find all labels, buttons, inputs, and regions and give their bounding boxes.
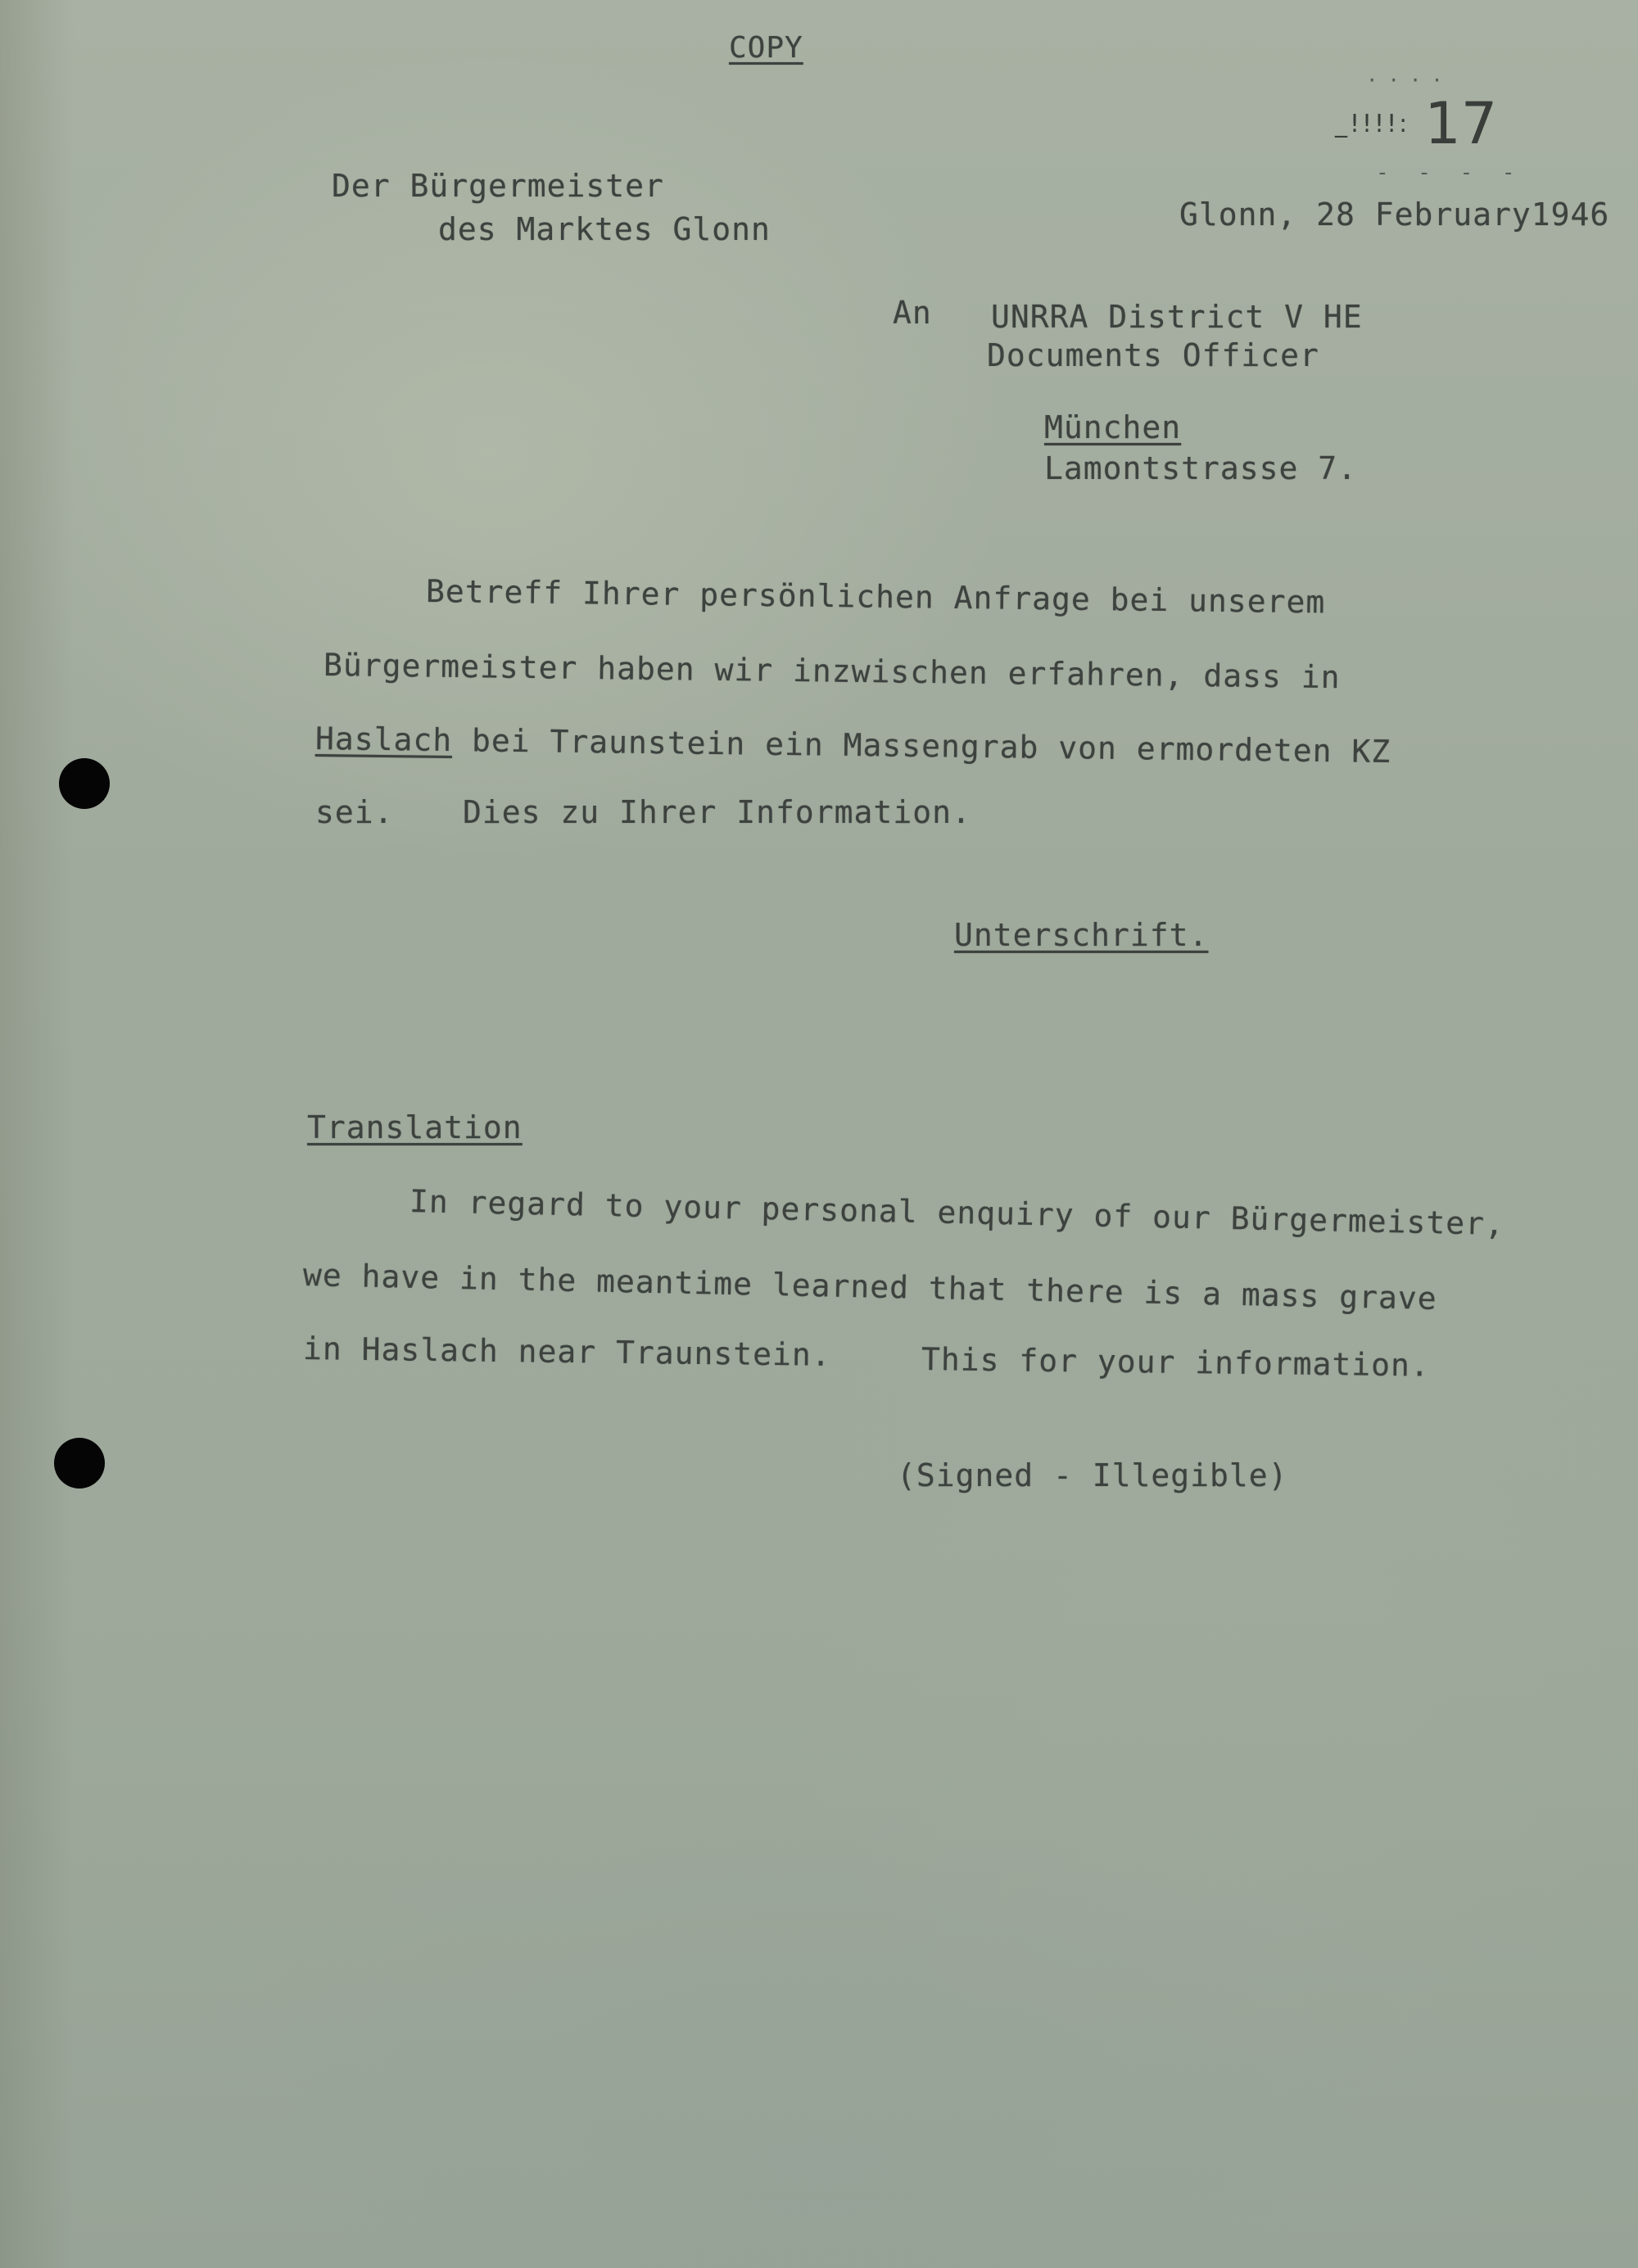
recipient-street: Lamontstrasse 7.	[1044, 450, 1358, 486]
sender-line-2: des Marktes Glonn	[438, 211, 771, 247]
german-body-line-3-rest: bei Traunstein ein Massengrab von ermordeten KZ	[471, 722, 1391, 770]
german-body-line-4a: sei.	[315, 794, 394, 830]
recipient-line-1: UNRRA District V HE	[991, 299, 1363, 335]
copy-mark: COPY	[729, 31, 803, 65]
ref-dashes: - - - -	[1376, 160, 1523, 185]
ref-dots: ····	[1366, 69, 1453, 92]
german-signature: Unterschrift.	[954, 917, 1209, 953]
recipient-prefix: An	[893, 295, 932, 331]
german-body-line-3	[315, 721, 1391, 770]
punch-hole-top	[59, 758, 110, 809]
punch-hole-bottom	[54, 1438, 105, 1489]
translation-line-1: In regard to your personal enquiry of our Bürgermeister,	[409, 1183, 1505, 1242]
translation-line-3b: This for your information.	[921, 1341, 1431, 1384]
translation-line-2: we have in the meantime learned that there is a mass grave	[302, 1257, 1438, 1317]
german-body-line-2: Bürgermeister haben wir inzwischen erfahren, dass in	[323, 647, 1341, 696]
place-haslach: Haslach	[314, 721, 453, 759]
recipient-city: München	[1044, 409, 1182, 445]
translation-signature: (Signed - Illegible)	[897, 1457, 1288, 1493]
translation-line-3a: in Haslach near Traunstein.	[302, 1331, 831, 1373]
reference-number-value: 17	[1424, 90, 1498, 157]
page-edge-shadow	[0, 0, 74, 2268]
letter-date: Glonn, 28 February1946	[1179, 197, 1610, 233]
translation-heading: Translation	[307, 1109, 523, 1145]
recipient-line-2: Documents Officer	[987, 337, 1319, 373]
sender-line-1: Der Bürgermeister	[332, 168, 664, 204]
german-body-line-1: Betreff Ihrer persönlichen Anfrage bei unserem	[425, 573, 1326, 621]
german-body-line-4b: Dies zu Ihrer Information.	[463, 794, 971, 830]
reference-ticks: _!!!!:	[1335, 110, 1410, 138]
reference-number	[1335, 90, 1497, 157]
